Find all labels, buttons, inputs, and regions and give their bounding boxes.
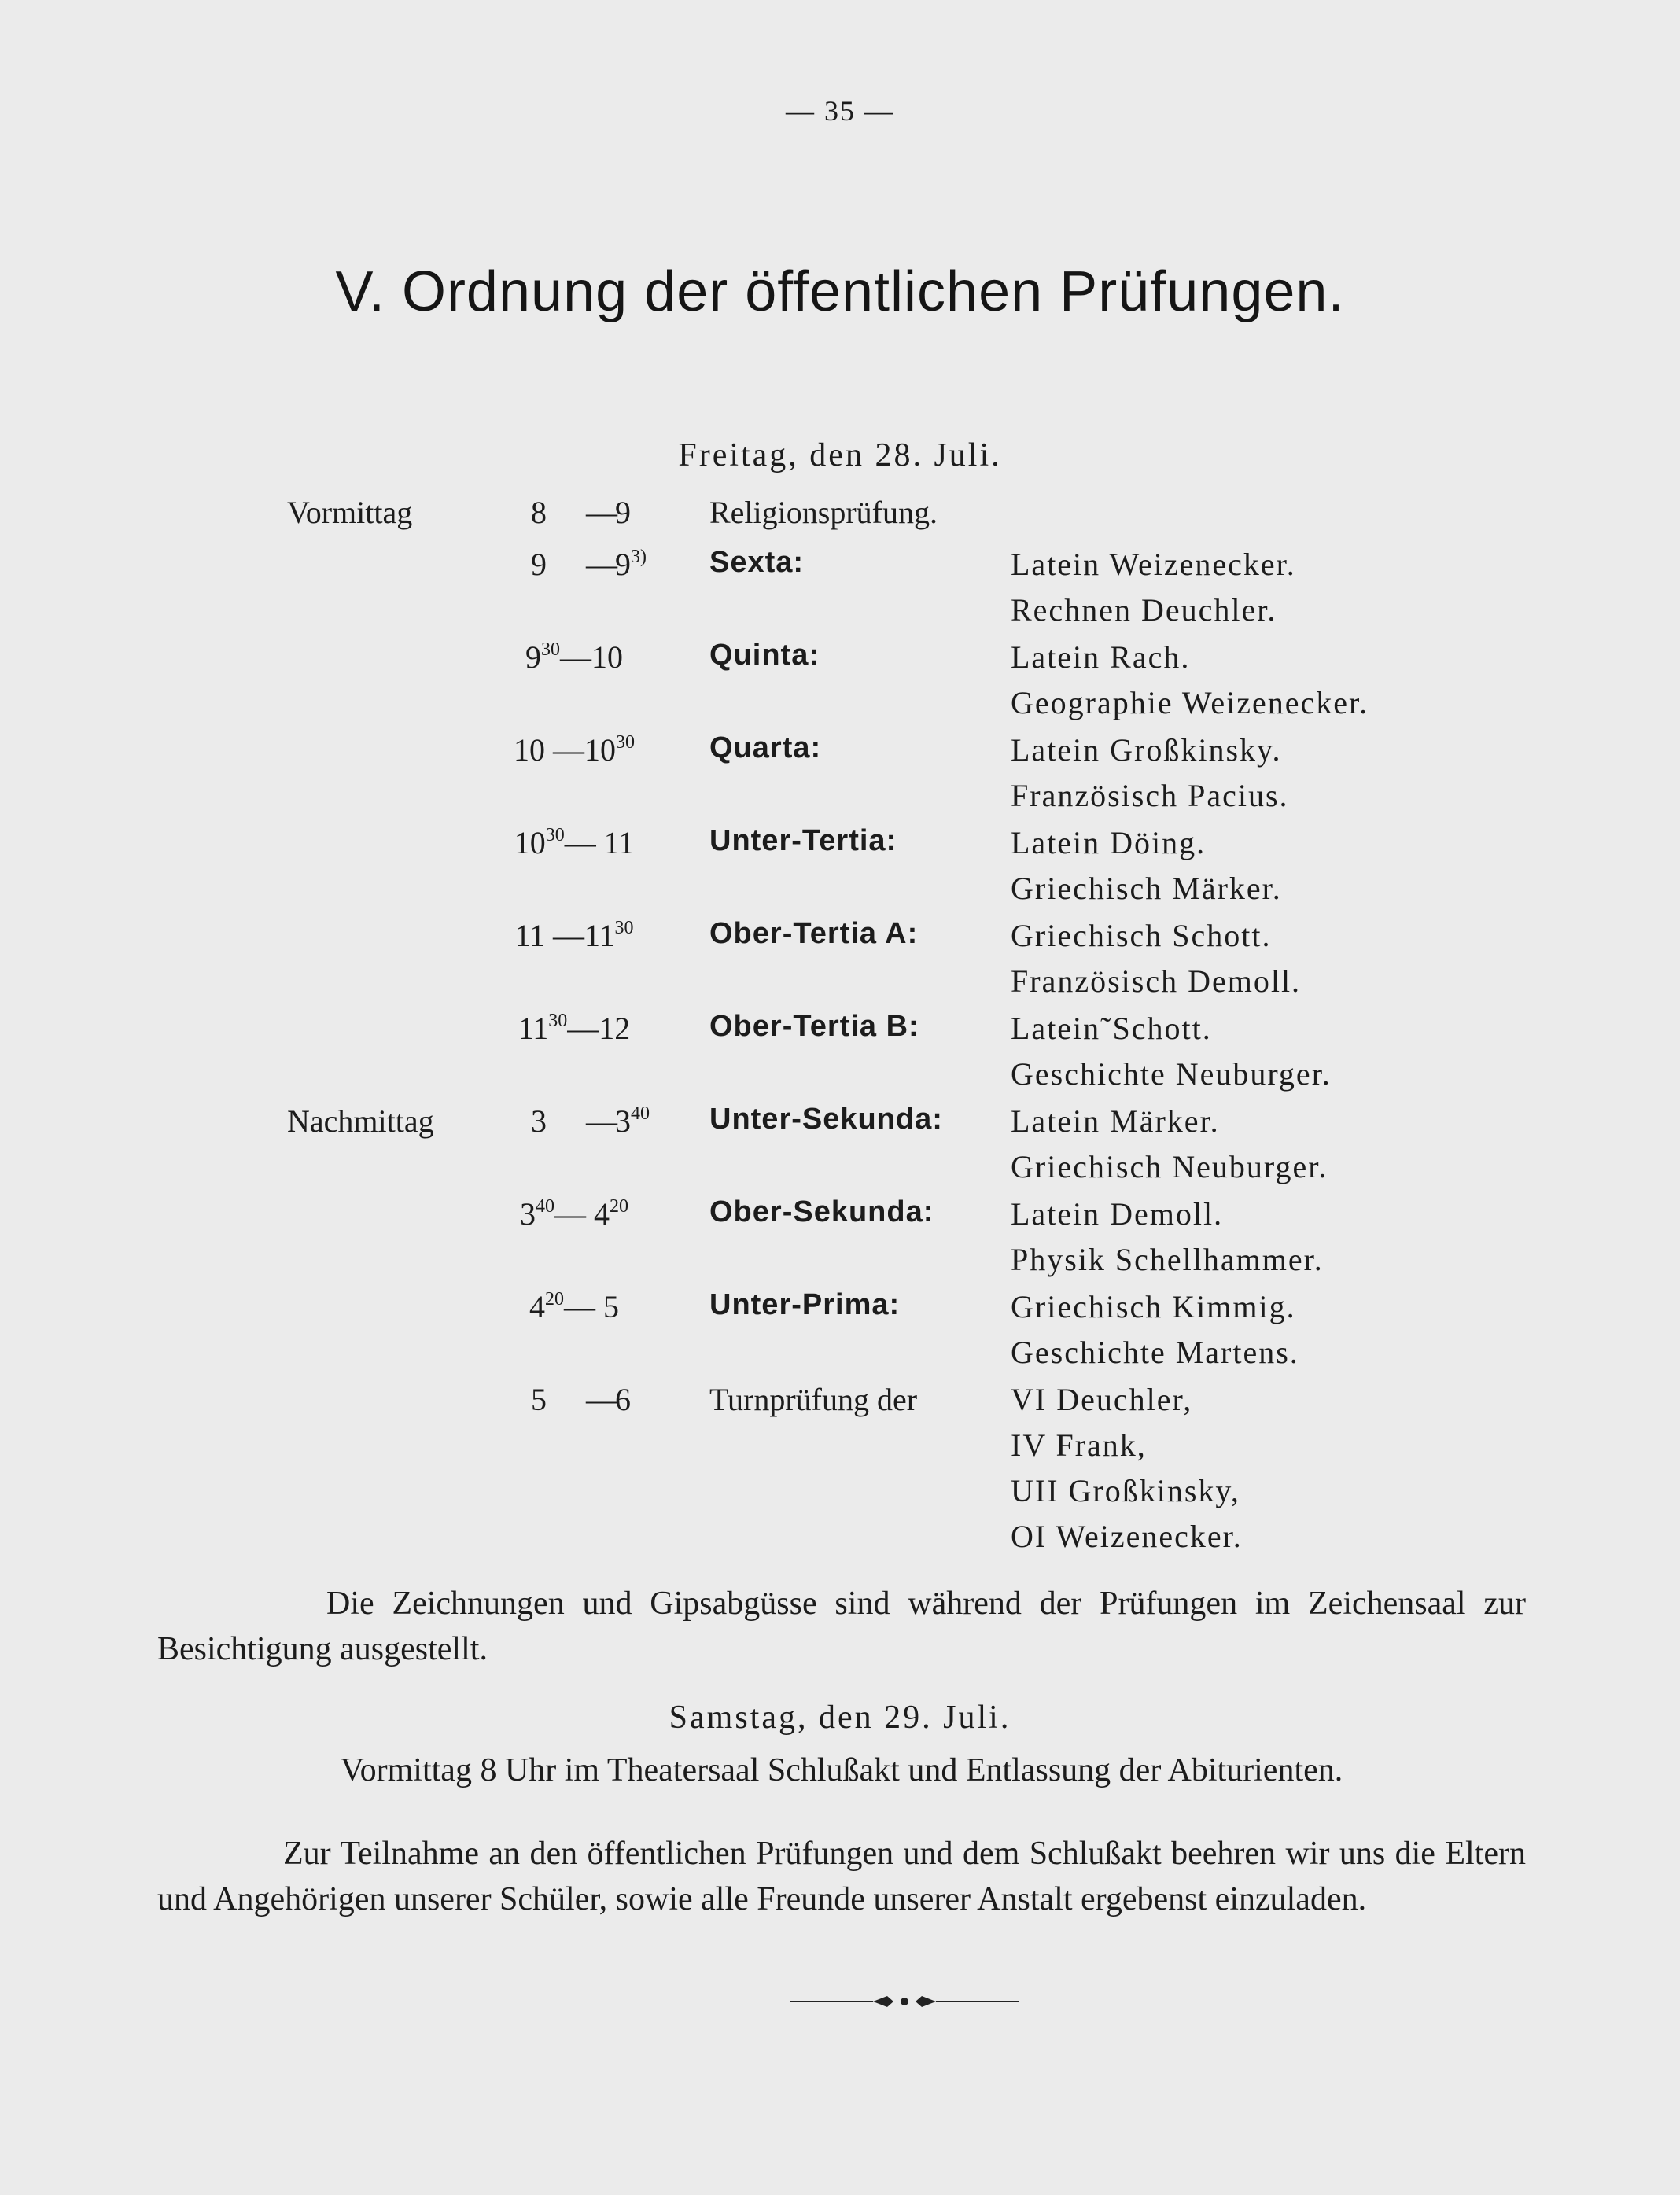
exam-entry: Französisch Pacius. [1011,778,1289,813]
time-from: 3 [531,1103,547,1139]
exam-entry: Latein Demoll. [1011,1196,1224,1232]
schedule-row-cont [0,1518,1680,1565]
time-to: 9$^{3)}$ [615,547,647,582]
schedule-row-cont [0,777,1680,824]
period-label-morning: Vormittag [287,495,413,530]
time-from: 8 [531,495,547,530]
saturday-date-line: Samstag, den 29. Juli. [669,1700,1011,1736]
exam-entry: Geographie Weizenecker. [1011,685,1369,720]
exam-entry: Griechisch Märker. [1011,871,1282,906]
class-name: Unter-Tertia: [709,824,897,857]
gym-group: OI Weizenecker. [1011,1519,1243,1554]
schedule-row [0,1103,1680,1150]
class-name: Unter-Prima: [709,1288,901,1321]
exam-entry: Latein Weizenecker. [1011,547,1296,582]
time-range: 10 $—10^{30}$ [514,732,635,768]
time-from: 9 [531,547,547,582]
schedule-row [0,1288,1680,1335]
exam-entry: Latein Rach. [1011,639,1191,675]
schedule-row [0,1010,1680,1057]
time-dash: — [586,1382,617,1417]
exam-entry: Französisch Demoll. [1011,963,1302,999]
exam-entry: Griechisch Schott. [1011,918,1272,953]
schedule-row [0,546,1680,593]
time-range: $11^{30}—12$ [518,1011,631,1046]
class-name: Unter-Sekunda: [709,1103,943,1136]
time-to: 6 [615,1382,631,1417]
schedule-row-religion [0,494,1680,541]
exam-entry: Latein˜Schott. [1011,1011,1212,1046]
schedule-row [0,917,1680,964]
exam-entry: Griechisch Kimmig. [1011,1289,1296,1324]
time-to: $3^{40}$ [615,1103,650,1139]
exam-entry: Griechisch Neuburger. [1011,1149,1328,1184]
class-name: Sexta: [709,546,805,579]
class-name: Quarta: [709,731,822,764]
exhibition-note: Die Zeichnungen und Gipsabgüsse sind während der Prüfungen im Zeichensaal zur Besichtigung ausgestellt. [157,1585,1526,1667]
schedule-row-cont [0,1148,1680,1195]
friday-date-line: Freitag, den 28. Juli. [678,437,1002,473]
schedule-row-cont [0,1472,1680,1519]
time-range: $3^{40}—$ $4^{20}$ [520,1196,628,1232]
time-range: $10^{30}—$ 11 [514,825,635,860]
schedule-row [0,824,1680,871]
schedule-row-cont [0,963,1680,1010]
time-range: $4^{20}—$ 5 [529,1289,619,1324]
period-label-afternoon: Nachmittag [287,1103,434,1139]
time-dash: — [586,1103,617,1139]
time-dash: — [586,547,617,582]
exam-title: Turnprüfung der [709,1382,918,1417]
time-from: 5 [531,1382,547,1417]
gym-group: UII Großkinsky, [1011,1473,1240,1508]
time-range: $9^{30}—10$ [525,639,623,675]
gym-group: IV Frank, [1011,1427,1147,1463]
page-number: — 35 — [786,95,894,127]
class-name: Ober-Tertia A: [709,917,919,950]
schedule-row-cont [0,591,1680,639]
exam-entry: Latein Märker. [1011,1103,1220,1139]
schedule-row-cont [0,1055,1680,1103]
schedule-row-cont [0,1334,1680,1381]
schedule-row-cont [0,1241,1680,1288]
ornament-divider-icon [787,1990,1022,2017]
schedule-row [0,731,1680,779]
saturday-program: Vormittag 8 Uhr im Theatersaal Schlußakt und Entlassung der Abiturienten. [340,1752,1343,1788]
exam-entry: Latein Döing. [1011,825,1207,860]
gym-group: VI Deuchler, [1011,1382,1193,1417]
schedule-row-cont [0,1427,1680,1474]
time-to: 9 [615,495,631,530]
class-name: Quinta: [709,639,820,672]
schedule-row-cont [0,684,1680,731]
schedule-row [0,639,1680,686]
time-dash: — [586,495,617,530]
exam-entry: Rechnen Deuchler. [1011,592,1277,628]
exam-entry: Geschichte Neuburger. [1011,1056,1332,1092]
exam-entry: Geschichte Martens. [1011,1335,1299,1370]
schedule-row-gym [0,1381,1680,1428]
schedule-row-cont [0,870,1680,917]
class-name: Ober-Tertia B: [709,1010,919,1043]
invitation-paragraph: Zur Teilnahme an den öffentlichen Prüfungen und dem Schlußakt beehren wir uns die Eltern und Angehörigen unserer Schüler, sowie alle Freunde unserer Anstalt ergebenst einzuladen. [157,1836,1526,1917]
exam-entry: Latein Großkinsky. [1011,732,1282,768]
exam-title: Religionsprüfung. [709,495,938,530]
schedule-row [0,1195,1680,1243]
exam-entry: Physik Schellhammer. [1011,1242,1324,1277]
section-heading: V. Ordnung der öffentlichen Prüfungen. [335,260,1345,323]
time-range: 11 $—11^{30}$ [514,918,634,953]
class-name: Ober-Sekunda: [709,1195,934,1228]
